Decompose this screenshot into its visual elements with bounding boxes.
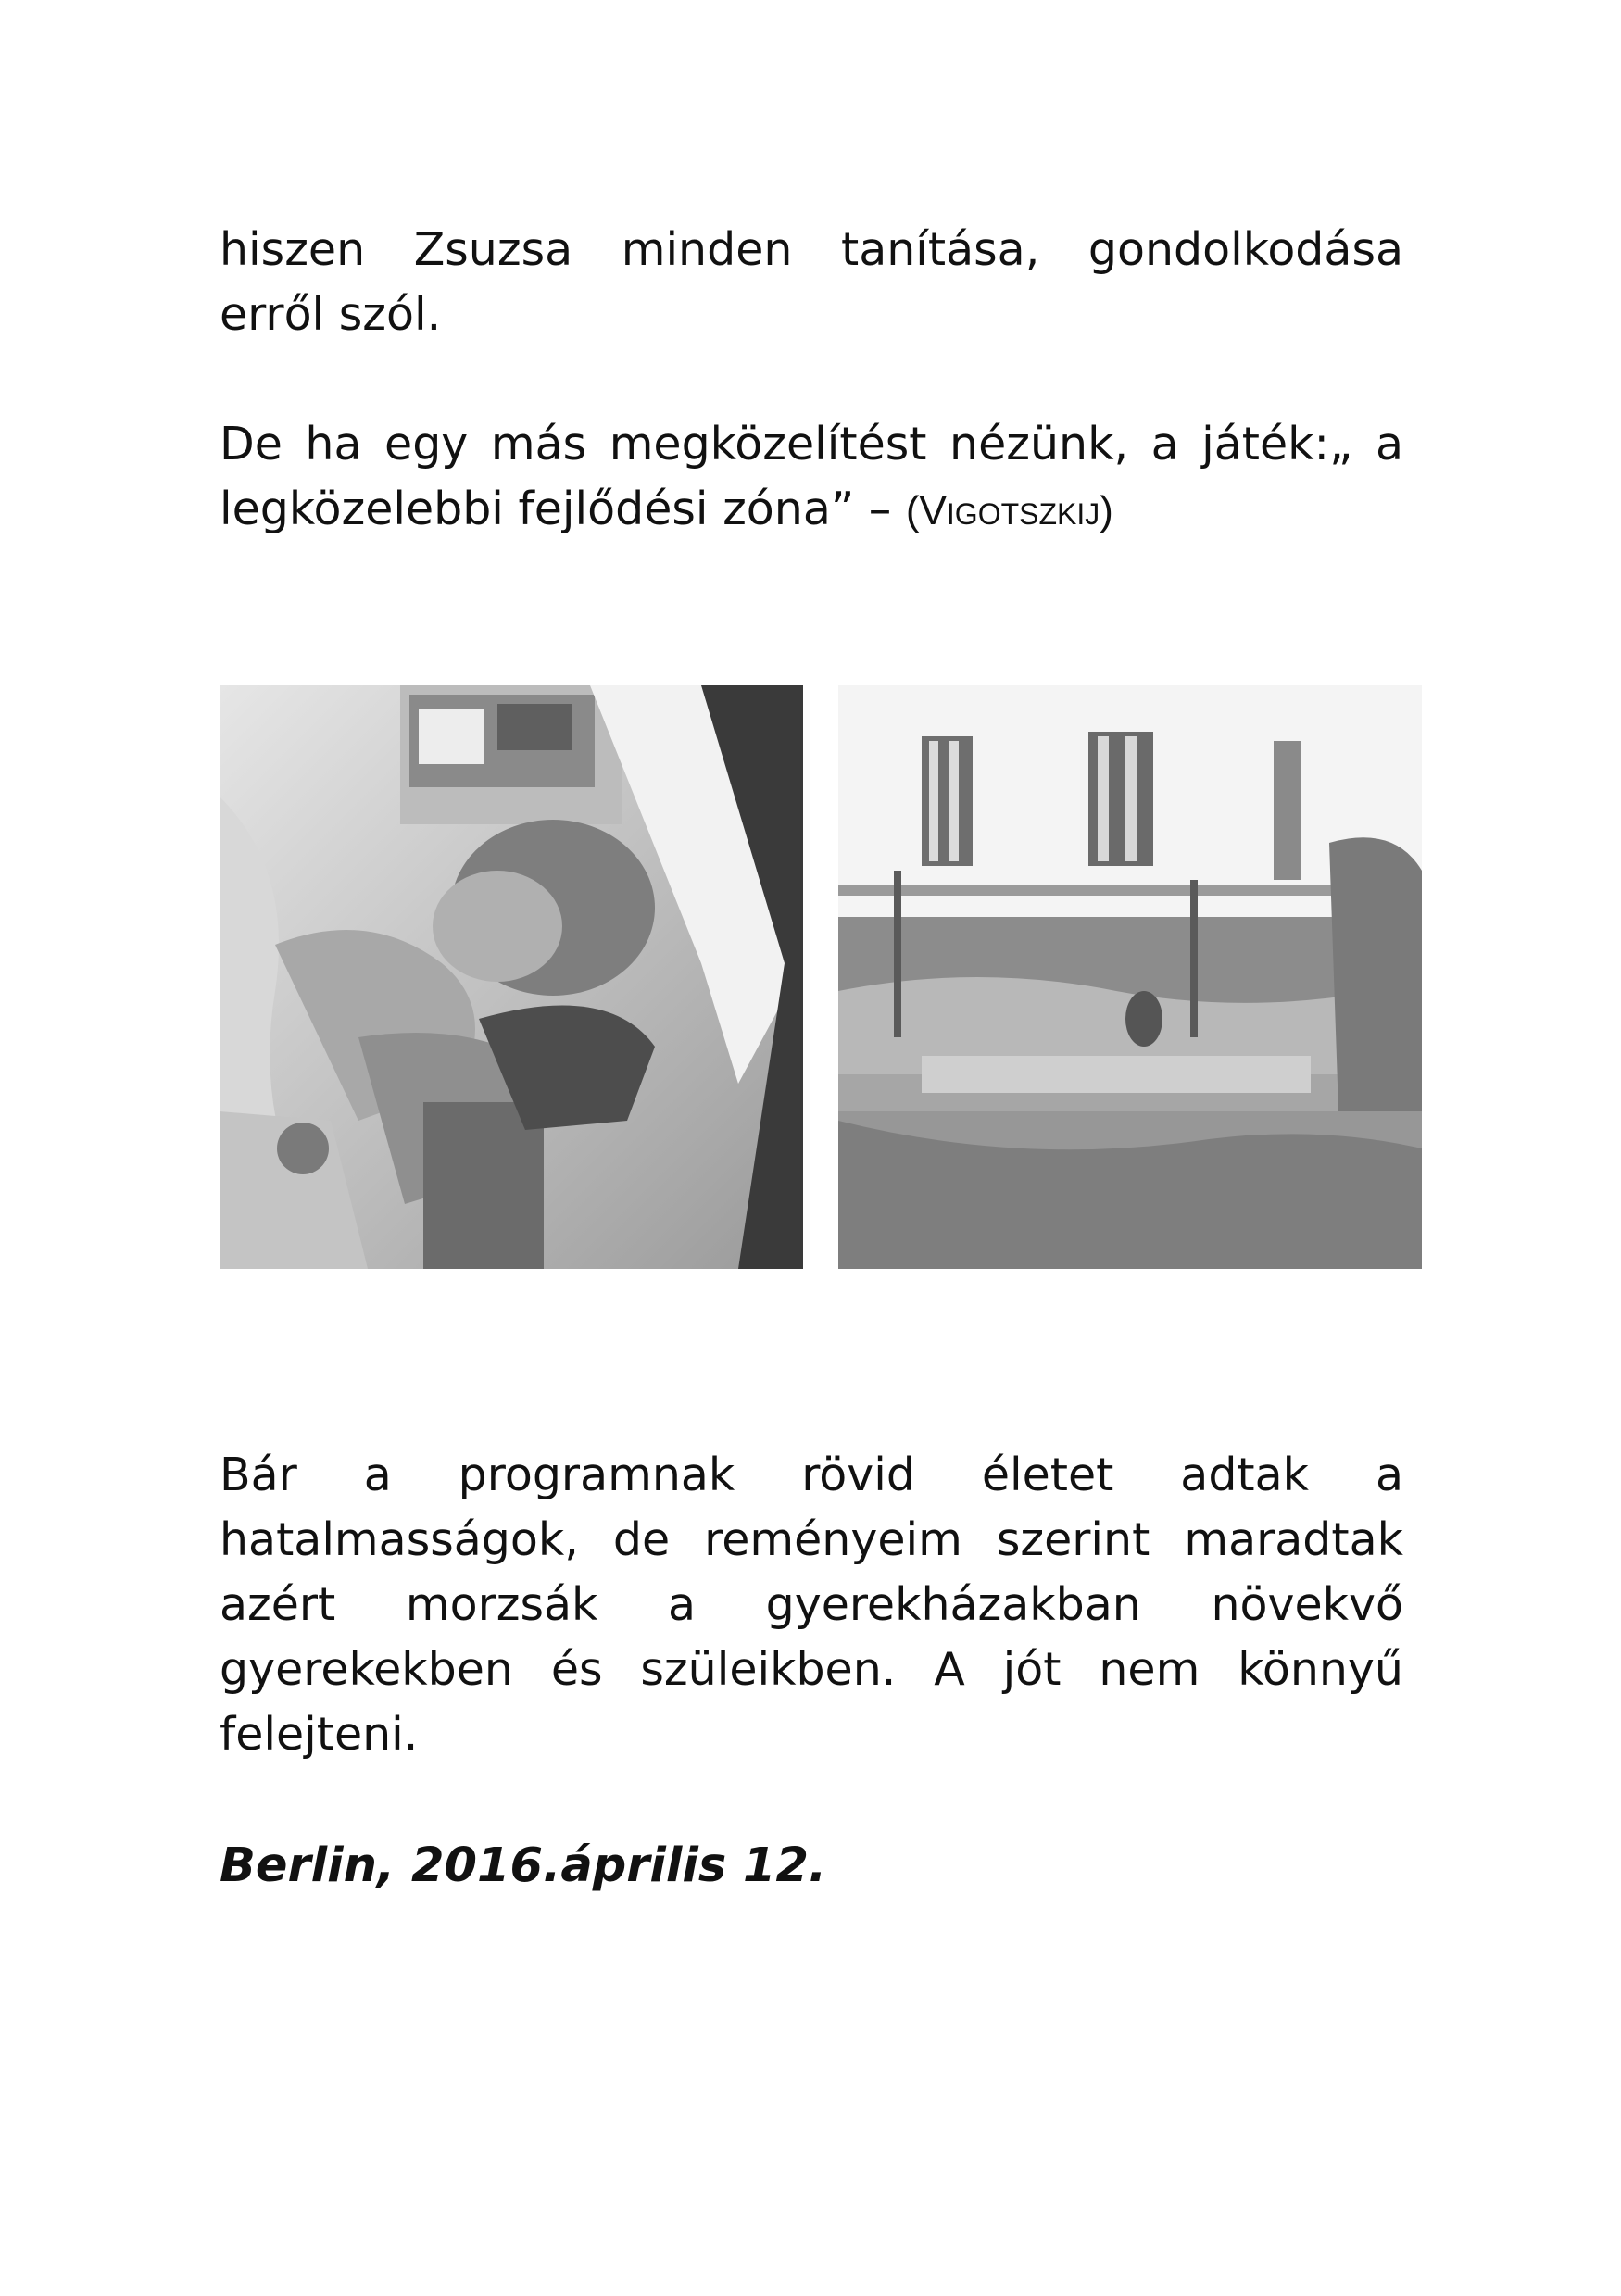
author-paren-close: ): [1100, 488, 1113, 533]
photo-building-courtyard-image: [838, 685, 1422, 1269]
paragraph-3-line-2: hatalmasságok, de reményeim szerint maradtak: [220, 1513, 1403, 1566]
photo-building-courtyard: [838, 685, 1422, 1269]
paragraph-2: [220, 412, 1403, 546]
author-reference: [906, 488, 1113, 533]
paragraph-3-line-4: gyerekekben és szüleikben. A jót nem könnyű: [220, 1643, 1403, 1696]
author-initial: V: [919, 488, 947, 533]
author-rest: IGOTSZKIJ: [946, 497, 1100, 531]
paragraph-3-line-1: Bár a programnak rövid életet adtak a: [220, 1449, 1403, 1501]
photo-children-playing-image: [220, 685, 803, 1269]
paragraph-1-line-2: erről szól.: [220, 288, 442, 341]
paragraph-1: [220, 218, 1403, 347]
paragraph-3-line-3: azért morzsák a gyerekházakban növekvő: [220, 1578, 1403, 1631]
paragraph-2-line-1: De ha egy más megközelítést nézünk, a játék:„ a: [220, 418, 1403, 470]
paragraph-3: [220, 1443, 1403, 1767]
paragraph-2-line-2: [220, 477, 1403, 546]
author-paren-open: (: [905, 488, 920, 533]
photo-children-playing: [220, 685, 803, 1269]
paragraph-1-line-1: hiszen Zsuzsa minden tanítása, gondolkodása: [220, 223, 1403, 276]
paragraph-3-line-5: felejteni.: [220, 1708, 419, 1761]
signature-place-date: Berlin, 2016.április 12.: [220, 1838, 827, 1893]
paragraph-2-line-2-text: legközelebbi fejlődési zóna” –: [220, 483, 906, 535]
